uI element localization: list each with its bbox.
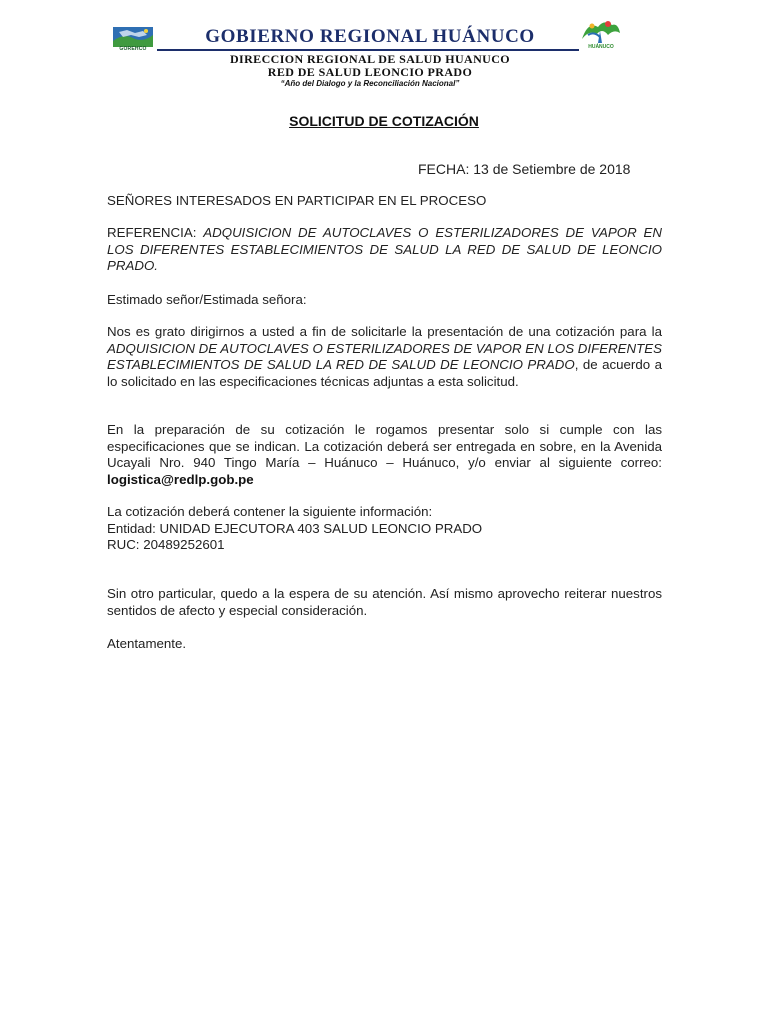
required-info-block <box>107 504 662 554</box>
header-subtitle-red: RED DE SALUD LEONCIO PRADO <box>267 65 473 79</box>
request-outro: , de acuerdo a lo solicitado en las especificaciones técnicas adjuntas a esta solicitud. <box>107 357 663 389</box>
document-title: SOLICITUD DE COTIZACIÓN <box>289 113 479 129</box>
document-date: FECHA: 13 de Setiembre de 2018 <box>418 161 631 177</box>
instructions-text: En la preparación de su cotización le rogamos presentar solo si cumple con las especificaciones que se indican. La cotización deberá ser entregada en sobre, en la Avenida Ucayali Nro. 940 Tingo María – Huánuco – Huánuco, y/o enviar al siguiente correo: <box>107 422 662 470</box>
entity-line: Entidad: UNIDAD EJECUTORA 403 SALUD LEONCIO PRADO <box>107 520 483 536</box>
header-title: GOBIERNO REGIONAL HUÁNUCO <box>205 26 535 47</box>
reference-paragraph <box>107 225 662 275</box>
huanuco-logo <box>578 17 624 55</box>
request-paragraph <box>107 324 662 390</box>
reference-text: ADQUISICION DE AUTOCLAVES O ESTERILIZADORES DE VAPOR EN LOS DIFERENTES ESTABLECIMIENTOS DE SALUD LA RED DE SALUD DE LEONCIO PRADO. <box>107 225 663 273</box>
ruc-line: RUC: 20489252601 <box>107 537 225 552</box>
instructions-paragraph <box>107 422 662 488</box>
greeting-line: Estimado señor/Estimada señora: <box>107 292 307 307</box>
required-info-heading: La cotización deberá contener la siguiente información: <box>107 504 433 519</box>
gorehco-logo-caption: GOREHCO <box>119 46 147 52</box>
contact-email[interactable]: logistica@redlp.gob.pe <box>107 471 254 487</box>
closing-paragraph: Sin otro particular, quedo a la espera de su atención. Así mismo aprovecho reiterar nuestros sentidos de afecto y especial consideración. <box>107 586 662 618</box>
gorehco-logo <box>113 27 153 54</box>
request-item: ADQUISICION DE AUTOCLAVES O ESTERILIZADORES DE VAPOR EN LOS DIFERENTES ESTABLECIMIENTOS DE SALUD LA RED DE SALUD DE LEONCIO PRADO <box>107 340 662 372</box>
header-motto: “Año del Dialogo y la Reconciliación Nacional” <box>280 79 460 88</box>
addressee-line: SEÑORES INTERESADOS EN PARTICIPAR EN EL PROCESO <box>107 193 487 208</box>
reference-label: REFERENCIA: <box>107 225 197 240</box>
signoff-line: Atentamente. <box>107 636 187 651</box>
huanuco-logo-caption: HUÁNUCO <box>588 44 614 50</box>
request-intro: Nos es grato dirigirnos a usted a fin de solicitarle la presentación de una cotización para la <box>107 324 662 339</box>
header-subtitle-direccion: DIRECCION REGIONAL DE SALUD HUANUCO <box>229 52 511 66</box>
header-divider <box>157 49 579 51</box>
